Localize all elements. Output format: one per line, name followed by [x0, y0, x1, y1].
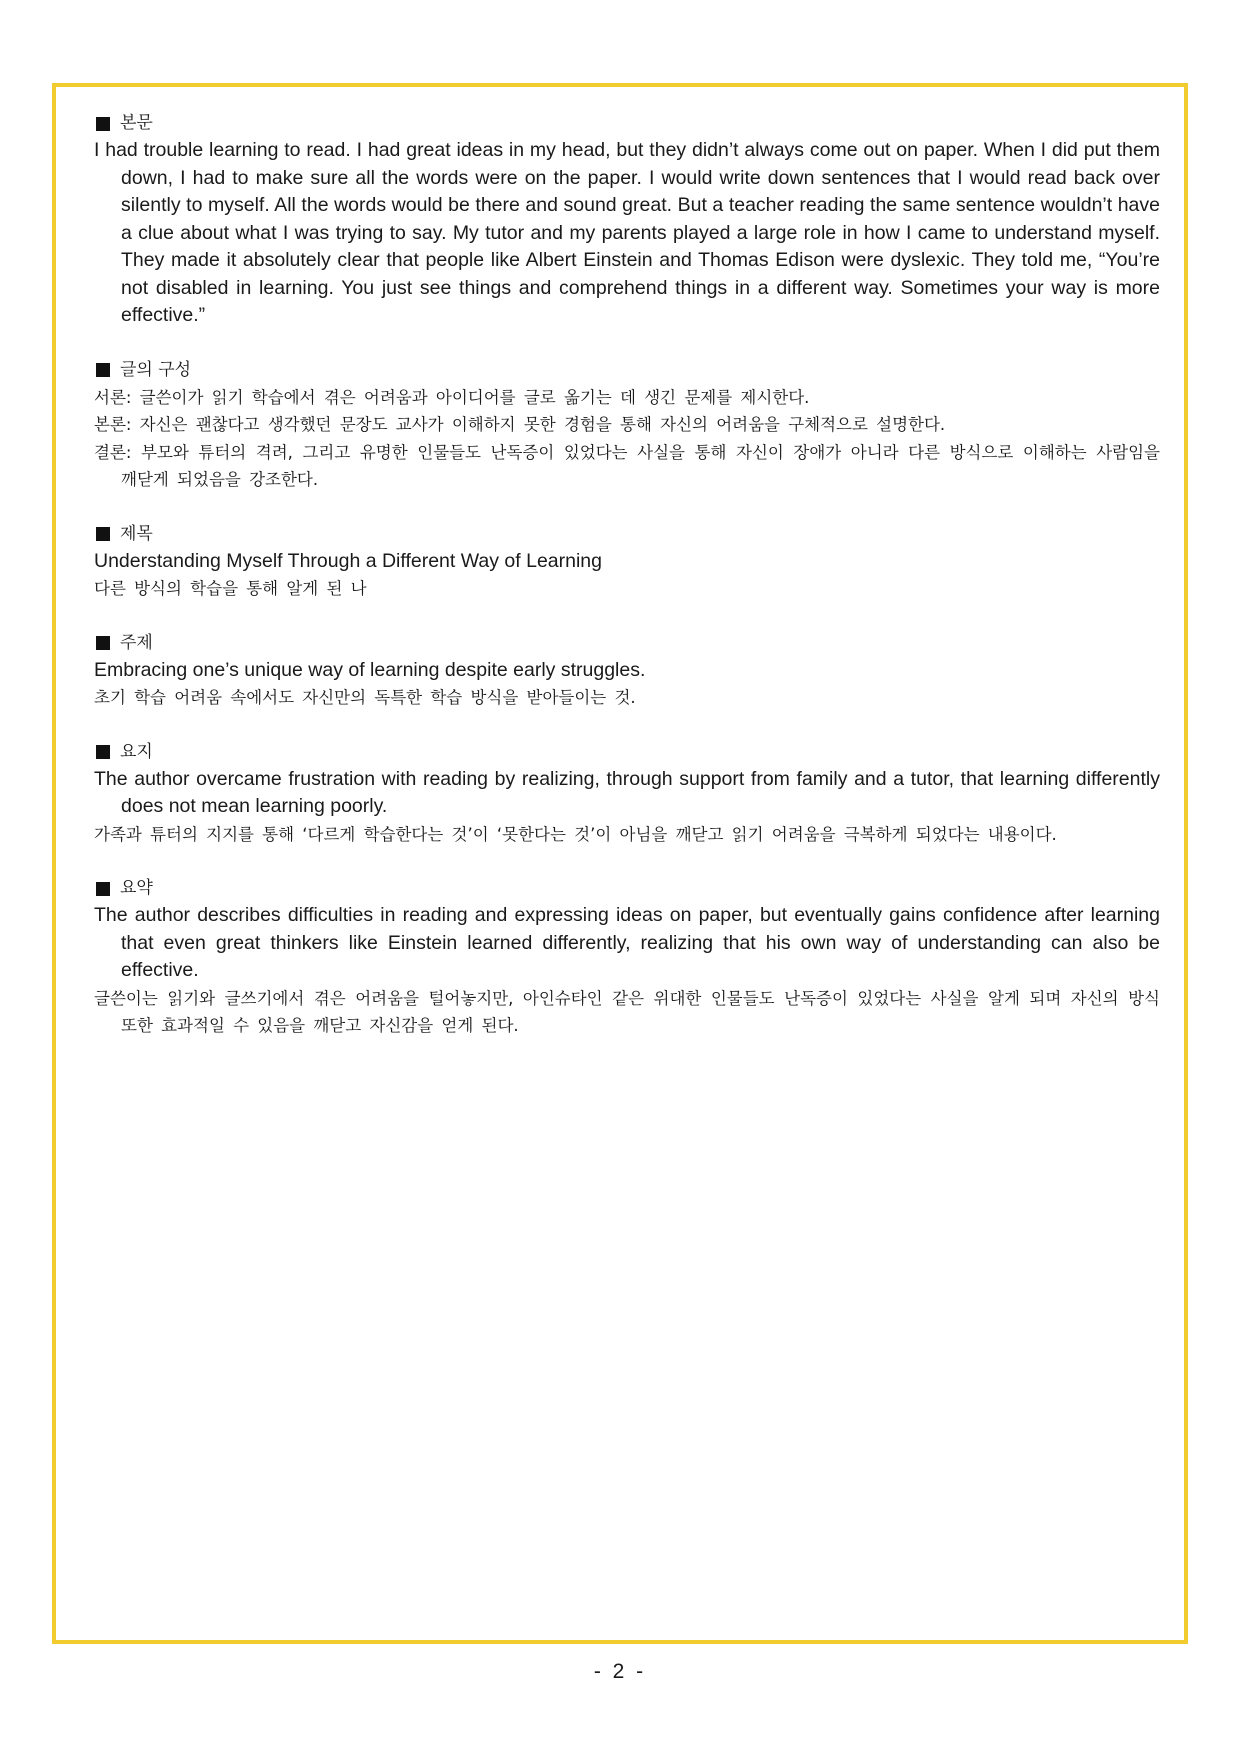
section-summary	[94, 875, 1160, 1040]
heading-label: 제목	[120, 523, 153, 544]
black-square-icon	[96, 363, 110, 377]
black-square-icon	[96, 882, 110, 896]
section-gist	[94, 739, 1160, 849]
heading-label: 글의 구성	[120, 359, 192, 380]
black-square-icon	[96, 117, 110, 131]
heading-label: 본문	[120, 113, 153, 133]
black-square-icon	[96, 745, 110, 759]
section-heading-gist	[94, 739, 1160, 766]
section-heading-theme	[94, 630, 1160, 657]
structure-main: 본론: 자신은 괜찮다고 생각했던 문장도 교사가 이해하지 못한 경험을 통해 자신의 어려움을 구체적으로 설명한다.	[94, 415, 946, 434]
title-english: Understanding Myself Through a Different Way of Learning	[94, 549, 602, 572]
section-heading-structure	[94, 357, 1160, 384]
gist-english: The author overcame frustration with reading by realizing, through support from family and a tutor, that learning differently does not mean learning poorly.	[94, 767, 1160, 817]
section-structure	[94, 357, 1160, 494]
section-body	[94, 110, 1160, 330]
document-content	[94, 110, 1160, 1067]
theme-english: Embracing one’s unique way of learning despite early struggles.	[94, 658, 646, 681]
page-number: - 2 -	[593, 1660, 647, 1683]
heading-label: 요지	[120, 741, 153, 762]
section-title	[94, 521, 1160, 603]
structure-conclusion: 결론: 부모와 튜터의 격려, 그리고 유명한 인물들도 난독증이 있었다는 사실을 통해 자신이 장애가 아니라 다른 방식으로 이해하는 사람임을 깨닫게 되었음을 강조한다.	[94, 442, 1160, 489]
section-heading-summary	[94, 875, 1160, 902]
summary-korean: 글쓴이는 읽기와 글쓰기에서 겪은 어려움을 털어놓지만, 아인슈타인 같은 위대한 인물들도 난독증이 있었다는 사실을 알게 되며 자신의 방식 또한 효과적일 수 있음을 깨닫고 자신감을 얻게 된다.	[94, 988, 1160, 1035]
section-heading-body	[94, 110, 1160, 137]
body-text: I had trouble learning to read. I had great ideas in my head, but they didn’t always come out on paper. When I did put them down, I had to make sure all the words were on the paper. I would write down sentences that I would read back over silently to myself. All the words would be there and sound great. But a teacher reading the same sentence wouldn’t have a clue about what I was trying to say. My tutor and my parents played a large role in how I came to understand myself. They made it absolutely clear that people like Albert Einstein and Thomas Edison were dyslexic. They told me, “You’re not disabled in learning. You just see things and comprehend things in a different way. Sometimes your way is more effective.”	[94, 139, 1160, 326]
title-korean: 다른 방식의 학습을 통해 알게 된 나	[94, 579, 367, 598]
heading-label: 요약	[120, 878, 153, 898]
black-square-icon	[96, 527, 110, 541]
theme-korean: 초기 학습 어려움 속에서도 자신만의 독특한 학습 방식을 받아들이는 것.	[94, 688, 636, 707]
section-heading-title	[94, 521, 1160, 548]
heading-label: 주제	[120, 632, 153, 653]
summary-english: The author describes difficulties in reading and expressing ideas on paper, but eventually gains confidence after learning that even great thinkers like Einstein learned differently, realizing that his own way of understanding can also be effective.	[94, 904, 1160, 981]
structure-intro: 서론: 글쓴이가 읽기 학습에서 겪은 어려움과 아이디어를 글로 옮기는 데 생긴 문제를 제시한다.	[94, 387, 810, 407]
section-theme	[94, 630, 1160, 712]
black-square-icon	[96, 636, 110, 650]
gist-korean: 가족과 튜터의 지지를 통해 ‘다르게 학습한다는 것’이 ‘못한다는 것’이 아님을 깨닫고 읽기 어려움을 극복하게 되었다는 내용이다.	[94, 824, 1057, 844]
